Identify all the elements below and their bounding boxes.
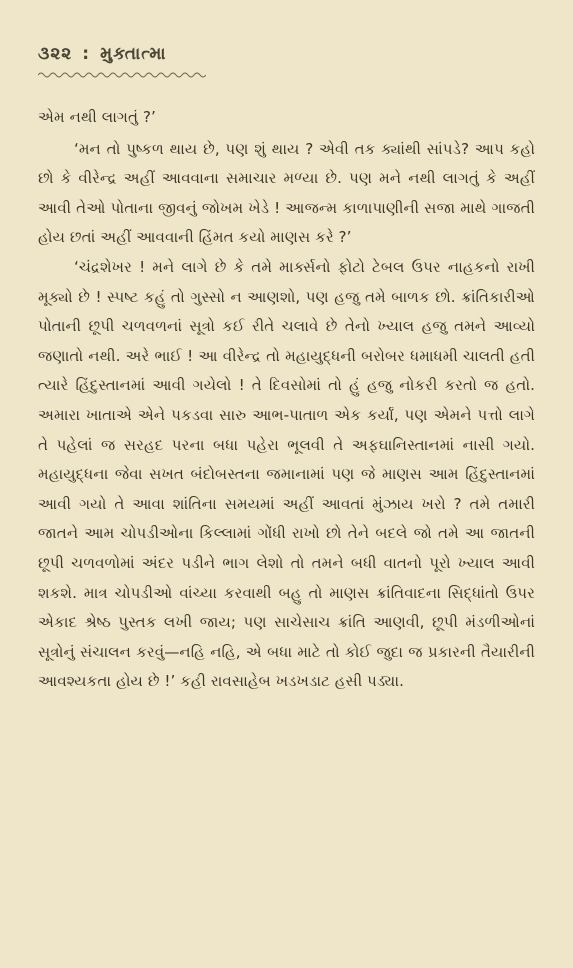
body-text (38, 103, 535, 697)
book-title: મુક્તાત્મા (100, 44, 167, 64)
paragraph: ‘મન તો પુષ્કળ થાય છે, પણ શું થાય ? એવી તક ક્યાંથી સાંપડે? આપ કહો છો કે વીરેન્દ્ર અહીં આવવાના સમાચાર મળ્યા છે. પણ મને નથી લાગતું કે અહીં આવી તેઓ પોતાના જીવનું જોખમ ખેડે ! આજન્મ કાળાપાણીની સજા માથે ગાજતી હોય છતાં અહીં આવવાની હિંમત કયો માણસ કરે ?’ (38, 139, 535, 247)
header-separator: : (82, 44, 91, 64)
running-head (38, 44, 535, 64)
paragraph: ‘ચંદ્રશેખર ! મને લાગે છે કે તમે માર્ક્સનો ફોટો ટેબલ ઉપર નાહકનો રાખી મૂક્યો છે ! સ્પષ્ટ કહું તો ગુસ્સો ન આણશો, પણ હજુ તમે બાળક છો. ક્રાંતિકારીઓ પોતાની છૂપી ચળવળનાં સૂત્રો કઈ રીતે ચલાવે છે તેનો ખ્યાલ હજુ તમને આવ્યો જણાતો નથી. અરે ભાઈ ! આ વીરેન્દ્ર તો મહાયુદ્ધની બરોબર ધમાધમી ચાલતી હતી ત્યારે હિંદુસ્તાનમાં આવી ગયેલો ! તે દિવસોમાં તો હું હજુ નોકરી કરતો જ હતો. અમારા ખાતાએ એને પકડવા સારુ આભ-પાતાળ એક કર્યાં, પણ એમને પત્તો લાગે તે પહેલાં જ સરહદ પરના બધા પહેરા ભૂલવી તે અફઘાનિસ્તાનમાં નાસી ગયો. મહાયુદ્ધના જેવા સખત બંદોબસ્તના જમાનામાં પણ જે માણસ આમ હિંદુસ્તાનમાં આવી ગયો તે આવા શાંતિના સમયમાં અહીં આવતાં મુંઝાય ખરો ? તમે તમારી જાતને આમ ચોપડીઓના કિલ્લામાં ગોંધી રાખો છો તેને બદલે જો તમે આ જાતની છૂપી ચળવળોમાં અંદર પડીને ભાગ લેશો તો તમને બધી વાતનો પૂરો ખ્યાલ આવી શકશે. માત્ર ચોપડીઓ વાંચ્યા કરવાથી બહુ તો માણસ ક્રાંતિવાદના સિદ્ધાંતો ઉપર એકાદ શ્રેષ્ઠ પુસ્તક લખી જાય; પણ સાચેસાચ ક્રાંતિ આણવી, છૂપી મંડળીઓનાં સૂત્રોનું સંચાલન કરવું—નહિ નહિ, એ બધા માટે તો કોઈ જુદા જ પ્રકારની તૈયારીની આવશ્યકતા હોય છે !’ કહી રાવસાહેબ ખડખડાટ હસી પડ્યા. (38, 257, 535, 691)
wavy-rule-ornament (38, 71, 206, 79)
page-number: ૩૨૨ (38, 44, 73, 64)
paragraph-continuation: એમ નથી લાગતું ?’ (38, 108, 156, 126)
